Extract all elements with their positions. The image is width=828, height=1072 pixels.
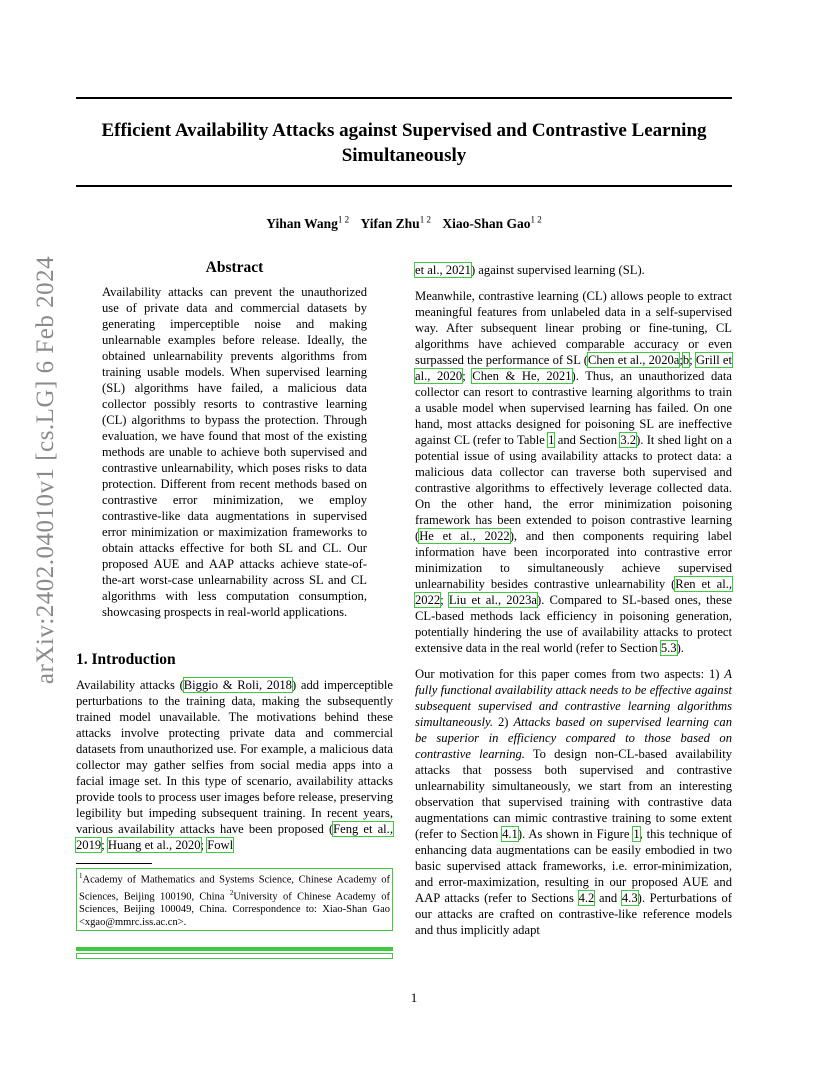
citation-link[interactable]: Ren et al., 2022 [415, 577, 733, 607]
abstract-text: Availability attacks can prevent the unauthorized use of private data and commercial datasets by generating imperceptible noise and making unlearnable examples before release. Ideally, the obtained unlearnability prevents algorithms from training usable models. When supervised learning (SL) algorithms have failed, a malicious data collector possibly resorts to contrastive learning (CL) algorithms to bypass the protection. Through evaluation, we have found that most of the existing methods are unable to achieve both supervised and contrastive unlearnability, which poses risks to data protection. Different from recent methods based on contrastive error minimization, we employ contrastive-like data augmentations in supervised error minimization or maximization frameworks to obtain attacks effective for both SL and CL. Our proposed AUE and AAP attacks achieve state-of-the-art worst-case unlearnability across SL and CL algorithms with less computation consumption, showcasing prospects in real-world applications. [102, 285, 367, 619]
footnote-separator [76, 863, 152, 864]
author: Yihan Wang$^{1 2}$ [266, 214, 350, 231]
citation-link[interactable]: Chen & He, 2021 [472, 369, 572, 383]
figure-ref-link[interactable]: 1 [633, 827, 640, 841]
citation-link[interactable]: et al., 2021 [415, 263, 471, 277]
intro-paragraph-2: Meanwhile, contrastive learning (CL) allows people to extract meaningful features from unlabeled data in a self-supervised way. After subsequent linear probing or fine-tuning, CL algorithms have achieved comparable accuracy or even surpassed the performance of SL (Chen et al., 2020a;b; Grill et al., 2020; Chen & He, 2021). Thus, an unauthorized data collector can resort to contrastive learning algorithms to train a usable model when supervised learning has failed. On one hand, most attacks designed for poisoning SL are ineffective against CL (refer to Table 1 and Section 3.2). It shed light on a potential issue of using availability attacks to protect data: a malicious data collector can traverse both supervised and contrastive algorithms to effectively leverage collected data. On the other hand, the error minimization poisoning framework has been extended to poison contrastive learning (He et al., 2022), and then components requiring label information have been incorporated into contrastive error minimization to simultaneously achieve supervised unlearnability besides contrastive unlearnability (Ren et al., 2022; Liu et al., 2023a). Compared to SL-based ones, these CL-based methods lack efficiency in poisoning generation, potentially hindering the use of availability attacks to protect extensive data in the real world (refer to Section 5.3). [415, 289, 733, 655]
citation-link[interactable]: He et al., 2022 [419, 529, 510, 543]
abstract-heading: Abstract [205, 259, 264, 276]
citation-link[interactable]: Chen et al., 2020a [587, 353, 680, 367]
author: Yifan Zhu$^{1 2}$ [360, 214, 431, 231]
affiliation-footnote[interactable]: $^1$Academy of Mathematics and Systems Science, Chinese Academy of Sciences, Beijing 100190, China $^2$University of Chinese Academy of Sciences, Beijing 100049, China. Correspondence to: Xiao-Shan Gao <xgao@mmrc.iss.ac.cn>. [76, 868, 393, 931]
author-list [76, 214, 732, 232]
paper-title: Efficient Availability Attacks against Supervised and Contrastive Learning Simultaneously [101, 120, 707, 166]
link-box [76, 953, 393, 959]
link-annotation-boxes [76, 947, 393, 959]
arxiv-identifier: arXiv:2402.04010v1 [cs.LG] 6 Feb 2024 [32, 255, 59, 685]
citation-link[interactable]: Biggio & Roli, 2018 [183, 678, 292, 692]
link-box [76, 947, 393, 951]
citation-link[interactable]: Grill et al., 2020 [415, 353, 733, 383]
intro-paragraph-1-cont: et al., 2021) against supervised learning (SL). [415, 263, 645, 277]
left-column [76, 256, 393, 961]
intro-paragraph-3: Our motivation for this paper comes from two aspects: 1) A fully functional availability attack needs to be effective against subsequent supervised and contrastive learning algorithms simultaneously. 2) Attacks based on supervised learning can be superior in efficiency compared to those based on contrastive learning. To design non-CL-based availability attacks that possess both supervised and contrastive unlearnability simultaneously, we start from an interesting observation that supervised training with contrastive data augmentations can mimic contrastive training to some extent (refer to Section 4.1). As shown in Figure 1, this technique of enhancing data augmentations can be easily embodied in two basic supervised attack frameworks, i.e. error-minimization, and error-maximization, resulting in our proposed AUE and AAP attacks (refer to Sections 4.2 and 4.3). Perturbations of our attacks are crafted on contrastive-like reference models and thus implicitly adapt [415, 667, 732, 937]
citation-link[interactable]: Feng et al., 2019 [76, 822, 393, 852]
table-ref-link[interactable]: 1 [548, 433, 555, 447]
author: Xiao-Shan Gao$^{1 2}$ [442, 214, 542, 231]
title-rule-top [76, 97, 732, 99]
citation-link[interactable]: Huang et al., 2020 [107, 838, 201, 852]
section-ref-link[interactable]: 4.2 [578, 891, 595, 905]
title-rule-bottom [76, 185, 732, 187]
section-ref-link[interactable]: 5.3 [660, 641, 677, 655]
citation-link[interactable]: b [682, 353, 690, 367]
citation-link[interactable]: Liu et al., 2023a [448, 593, 538, 607]
citation-link[interactable]: Fowl [207, 838, 234, 852]
section-ref-link[interactable]: 3.2 [620, 433, 637, 447]
section-ref-link[interactable]: 4.1 [502, 827, 518, 841]
page-number: 1 [410, 990, 418, 1005]
section-ref-link[interactable]: 4.3 [621, 891, 638, 905]
right-column [415, 262, 732, 948]
intro-paragraph-1: Availability attacks (Biggio & Roli, 2018) add imperceptible perturbations to the training data, making the subsequently trained model unavailable. The motivations behind these attacks involve protecting private data and commercial datasets from unauthorized use. For example, a malicious data collector may gather selfies from social media apps into a facial image set. In this type of scenario, availability attacks provide tools to process user images before release, preserving legibility but impeding subsequent training. In recent years, various availability attacks have been proposed (Feng et al., 2019; Huang et al., 2020; Fowl [76, 678, 393, 852]
introduction-heading: 1. Introduction [76, 651, 176, 668]
